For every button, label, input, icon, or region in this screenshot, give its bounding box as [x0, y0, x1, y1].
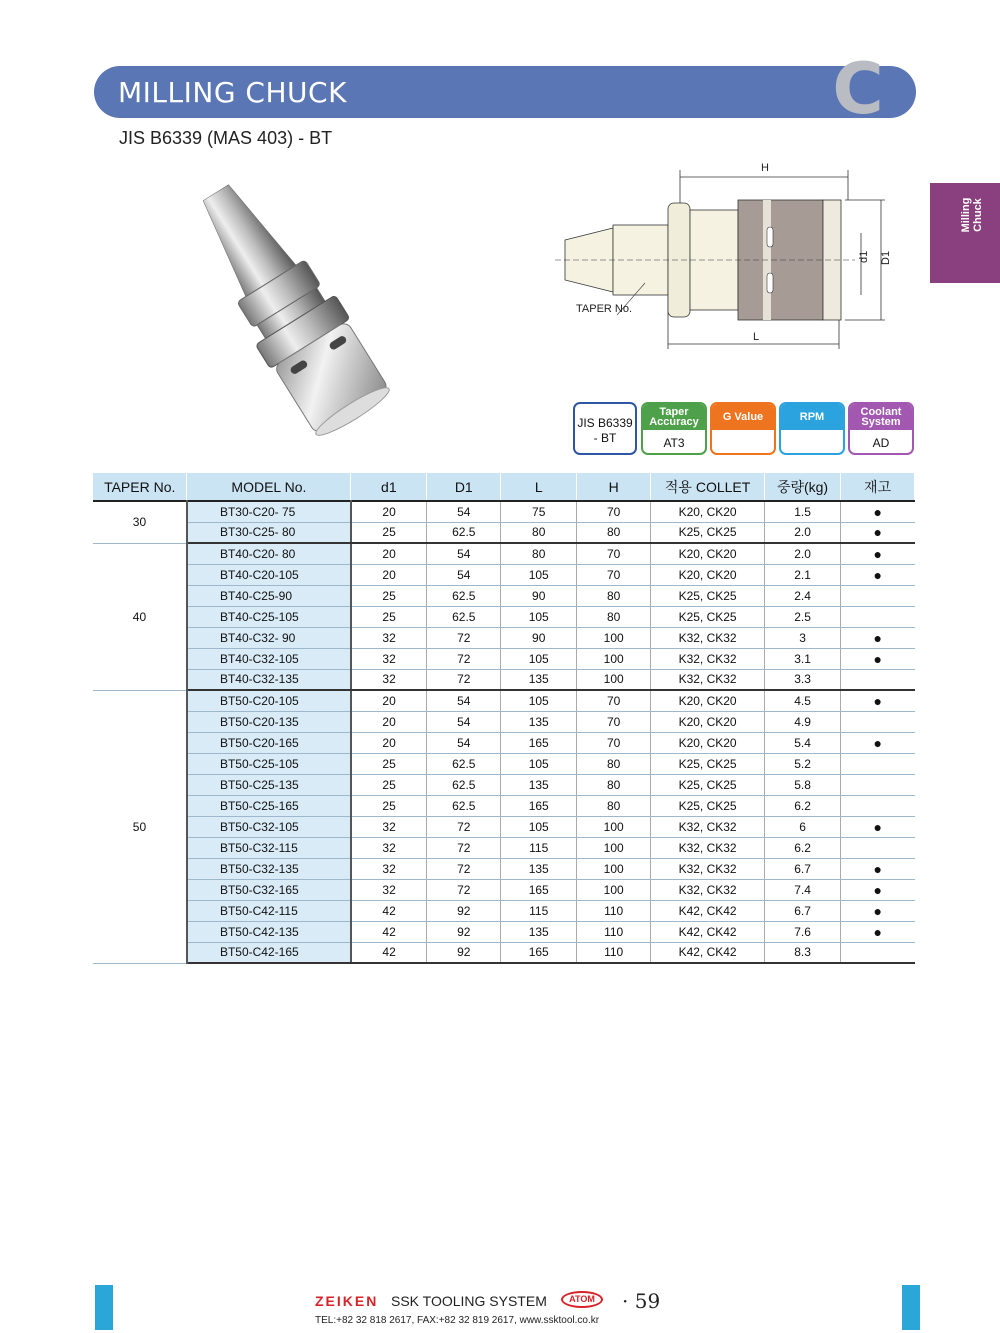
weight-cell: 2.0 [765, 522, 841, 543]
model-cell: BT40-C25-90 [187, 585, 351, 606]
taper-cell: 40 [93, 543, 187, 690]
taper-accuracy-value: AT3 [663, 435, 685, 450]
D1-cell: 62.5 [427, 606, 501, 627]
page-subtitle: JIS B6339 (MAS 403) - BT [119, 128, 333, 148]
weight-cell: 2.1 [765, 564, 841, 585]
side-tab-milling-chuck[interactable] [930, 183, 1000, 283]
table-row [93, 606, 915, 627]
stock-cell [841, 942, 915, 963]
model-cell: BT50-C20-105 [187, 690, 351, 711]
weight-cell: 1.5 [765, 501, 841, 522]
collet-cell: K20, CK20 [651, 690, 765, 711]
rpm-caption: RPM [781, 404, 843, 430]
L-cell: 75 [501, 501, 577, 522]
model-cell: BT50-C32-165 [187, 879, 351, 900]
stock-cell: ● [841, 858, 915, 879]
collet-cell: K32, CK32 [651, 837, 765, 858]
stock-cell [841, 774, 915, 795]
H-cell: 110 [577, 921, 651, 942]
H-cell: 100 [577, 879, 651, 900]
weight-cell: 4.5 [765, 690, 841, 711]
L-cell: 105 [501, 816, 577, 837]
d1-cell: 20 [351, 501, 427, 522]
d1-cell: 32 [351, 879, 427, 900]
L-cell: 165 [501, 795, 577, 816]
D1-cell: 92 [427, 942, 501, 963]
collet-cell: K25, CK25 [651, 795, 765, 816]
collet-cell: K25, CK25 [651, 774, 765, 795]
table-row [93, 522, 915, 543]
D1-cell: 62.5 [427, 753, 501, 774]
model-cell: BT30-C20- 75 [187, 501, 351, 522]
table-row [93, 732, 915, 753]
footer-left-bar [95, 1285, 113, 1330]
d1-cell: 25 [351, 753, 427, 774]
table-row [93, 627, 915, 648]
d1-cell: 20 [351, 543, 427, 564]
model-cell: BT50-C25-135 [187, 774, 351, 795]
stock-cell: ● [841, 690, 915, 711]
H-cell: 70 [577, 501, 651, 522]
stock-cell: ● [841, 732, 915, 753]
model-cell: BT50-C20-135 [187, 711, 351, 732]
d1-cell: 20 [351, 564, 427, 585]
H-cell: 100 [577, 837, 651, 858]
D1-cell: 72 [427, 837, 501, 858]
d1-cell: 32 [351, 837, 427, 858]
stock-cell [841, 711, 915, 732]
weight-cell: 2.0 [765, 543, 841, 564]
model-cell: BT50-C42-165 [187, 942, 351, 963]
col-header-weight: 중량(kg) [765, 473, 841, 501]
H-cell: 70 [577, 711, 651, 732]
collet-cell: K32, CK32 [651, 816, 765, 837]
H-cell: 100 [577, 648, 651, 669]
D1-cell: 54 [427, 564, 501, 585]
model-cell: BT40-C32- 90 [187, 627, 351, 648]
table-row [93, 543, 915, 564]
H-cell: 80 [577, 585, 651, 606]
model-cell: BT50-C42-135 [187, 921, 351, 942]
stock-cell [841, 753, 915, 774]
L-cell: 135 [501, 921, 577, 942]
collet-cell: K20, CK20 [651, 501, 765, 522]
table-header-row [93, 473, 915, 501]
stock-cell: ● [841, 879, 915, 900]
stock-cell: ● [841, 627, 915, 648]
collet-cell: K32, CK32 [651, 648, 765, 669]
table-row [93, 816, 915, 837]
side-tab-label: Milling Chuck [960, 197, 984, 233]
label-l: L [753, 331, 760, 343]
weight-cell: 6.7 [765, 900, 841, 921]
model-cell: BT50-C32-105 [187, 816, 351, 837]
d1-cell: 25 [351, 585, 427, 606]
label-taper-no: TAPER No. [576, 303, 633, 315]
stock-cell [841, 606, 915, 627]
collet-cell: K25, CK25 [651, 522, 765, 543]
stock-cell: ● [841, 522, 915, 543]
weight-cell: 4.9 [765, 711, 841, 732]
coolant-system-box [848, 402, 914, 455]
L-cell: 80 [501, 522, 577, 543]
L-cell: 135 [501, 858, 577, 879]
col-header-model: MODEL No. [187, 473, 351, 501]
H-cell: 70 [577, 564, 651, 585]
g-value-box [710, 402, 776, 455]
taper-cell: 30 [93, 501, 187, 543]
model-cell: BT40-C20-105 [187, 564, 351, 585]
weight-cell: 2.5 [765, 606, 841, 627]
H-cell: 110 [577, 942, 651, 963]
D1-cell: 72 [427, 879, 501, 900]
table-row [93, 501, 915, 522]
weight-cell: 6 [765, 816, 841, 837]
D1-cell: 92 [427, 900, 501, 921]
table-row [93, 858, 915, 879]
g-value-value [712, 430, 774, 455]
collet-cell: K42, CK42 [651, 942, 765, 963]
weight-cell: 5.2 [765, 753, 841, 774]
H-cell: 80 [577, 774, 651, 795]
spec-table-body [93, 501, 915, 963]
L-cell: 165 [501, 732, 577, 753]
table-row [93, 648, 915, 669]
d1-cell: 25 [351, 795, 427, 816]
col-header-L: L [501, 473, 577, 501]
collet-cell: K25, CK25 [651, 585, 765, 606]
collet-cell: K25, CK25 [651, 753, 765, 774]
col-header-D1: D1 [427, 473, 501, 501]
company-name: SSK TOOLING SYSTEM [391, 1293, 547, 1309]
stock-cell [841, 795, 915, 816]
D1-cell: 54 [427, 543, 501, 564]
d1-cell: 25 [351, 522, 427, 543]
D1-cell: 92 [427, 921, 501, 942]
D1-cell: 72 [427, 627, 501, 648]
L-cell: 105 [501, 648, 577, 669]
page-number: · 59 [622, 1289, 661, 1313]
page-title: MILLING CHUCK [118, 76, 347, 109]
H-cell: 80 [577, 606, 651, 627]
D1-cell: 62.5 [427, 774, 501, 795]
collet-cell: K32, CK32 [651, 879, 765, 900]
table-row [93, 774, 915, 795]
stock-cell: ● [841, 816, 915, 837]
collet-cell: K20, CK20 [651, 732, 765, 753]
D1-cell: 62.5 [427, 522, 501, 543]
stock-cell: ● [841, 648, 915, 669]
d1-cell: 25 [351, 774, 427, 795]
weight-cell: 8.3 [765, 942, 841, 963]
collet-cell: K20, CK20 [651, 564, 765, 585]
footer [95, 1285, 920, 1330]
col-header-collet: 적용 COLLET [651, 473, 765, 501]
taper-accuracy-caption: Taper Accuracy [643, 404, 705, 430]
model-cell: BT40-C32-135 [187, 669, 351, 690]
L-cell: 115 [501, 837, 577, 858]
L-cell: 105 [501, 606, 577, 627]
D1-cell: 54 [427, 711, 501, 732]
weight-cell: 3 [765, 627, 841, 648]
model-cell: BT50-C32-135 [187, 858, 351, 879]
col-header-H: H [577, 473, 651, 501]
L-cell: 90 [501, 585, 577, 606]
D1-cell: 72 [427, 858, 501, 879]
model-cell: BT30-C25- 80 [187, 522, 351, 543]
table-row [93, 795, 915, 816]
model-cell: BT50-C25-165 [187, 795, 351, 816]
L-cell: 115 [501, 900, 577, 921]
L-cell: 80 [501, 543, 577, 564]
rpm-value [781, 430, 843, 455]
L-cell: 90 [501, 627, 577, 648]
weight-cell: 2.4 [765, 585, 841, 606]
d1-cell: 20 [351, 711, 427, 732]
collet-cell: K20, CK20 [651, 543, 765, 564]
taper-accuracy-box [641, 402, 707, 455]
L-cell: 135 [501, 669, 577, 690]
stock-cell: ● [841, 543, 915, 564]
g-value-caption: G Value [712, 404, 774, 430]
dimension-drawing [555, 155, 900, 360]
label-D1: D1 [880, 250, 892, 265]
section-letter: C [832, 48, 884, 130]
weight-cell: 7.4 [765, 879, 841, 900]
collet-cell: K42, CK42 [651, 921, 765, 942]
table-row [93, 879, 915, 900]
model-cell: BT40-C32-105 [187, 648, 351, 669]
weight-cell: 5.4 [765, 732, 841, 753]
D1-cell: 54 [427, 501, 501, 522]
L-cell: 165 [501, 942, 577, 963]
weight-cell: 3.1 [765, 648, 841, 669]
H-cell: 70 [577, 543, 651, 564]
L-cell: 105 [501, 753, 577, 774]
weight-cell: 6.2 [765, 837, 841, 858]
product-photo [150, 162, 430, 442]
coolant-system-caption: Coolant System [850, 404, 912, 430]
H-cell: 100 [577, 858, 651, 879]
coolant-system-value: AD [872, 435, 890, 450]
collet-cell: K25, CK25 [651, 606, 765, 627]
D1-cell: 72 [427, 648, 501, 669]
d1-cell: 32 [351, 627, 427, 648]
stock-cell [841, 585, 915, 606]
stock-cell: ● [841, 501, 915, 522]
table-row [93, 837, 915, 858]
weight-cell: 6.2 [765, 795, 841, 816]
H-cell: 100 [577, 627, 651, 648]
col-header-taper: TAPER No. [93, 473, 187, 501]
label-h: H [761, 162, 769, 174]
model-cell: BT50-C20-165 [187, 732, 351, 753]
model-cell: BT50-C32-115 [187, 837, 351, 858]
d1-cell: 32 [351, 648, 427, 669]
H-cell: 80 [577, 522, 651, 543]
collet-cell: K20, CK20 [651, 711, 765, 732]
H-cell: 100 [577, 669, 651, 690]
d1-cell: 42 [351, 942, 427, 963]
H-cell: 70 [577, 732, 651, 753]
weight-cell: 7.6 [765, 921, 841, 942]
D1-cell: 62.5 [427, 795, 501, 816]
d1-cell: 42 [351, 900, 427, 921]
L-cell: 135 [501, 774, 577, 795]
table-row [93, 900, 915, 921]
d1-cell: 25 [351, 606, 427, 627]
taper-cell: 50 [93, 690, 187, 963]
label-d1: d1 [858, 250, 870, 263]
d1-cell: 32 [351, 816, 427, 837]
table-row [93, 690, 915, 711]
table-row [93, 753, 915, 774]
model-cell: BT50-C25-105 [187, 753, 351, 774]
stock-cell [841, 669, 915, 690]
D1-cell: 54 [427, 732, 501, 753]
spec-table [93, 473, 915, 964]
model-cell: BT40-C25-105 [187, 606, 351, 627]
H-cell: 100 [577, 816, 651, 837]
d1-cell: 42 [351, 921, 427, 942]
collet-cell: K32, CK32 [651, 858, 765, 879]
d1-cell: 32 [351, 669, 427, 690]
L-cell: 105 [501, 690, 577, 711]
col-header-stock: 재고 [841, 473, 915, 501]
L-cell: 165 [501, 879, 577, 900]
D1-cell: 72 [427, 669, 501, 690]
D1-cell: 54 [427, 690, 501, 711]
table-row [93, 942, 915, 963]
weight-cell: 6.7 [765, 858, 841, 879]
stock-cell [841, 837, 915, 858]
D1-cell: 62.5 [427, 585, 501, 606]
collet-cell: K42, CK42 [651, 900, 765, 921]
table-row [93, 585, 915, 606]
weight-cell: 3.3 [765, 669, 841, 690]
weight-cell: 5.8 [765, 774, 841, 795]
H-cell: 80 [577, 795, 651, 816]
d1-cell: 20 [351, 732, 427, 753]
col-header-d1: d1 [351, 473, 427, 501]
model-cell: BT40-C20- 80 [187, 543, 351, 564]
collet-cell: K32, CK32 [651, 669, 765, 690]
stock-cell: ● [841, 564, 915, 585]
H-cell: 70 [577, 690, 651, 711]
table-row [93, 564, 915, 585]
table-row [93, 921, 915, 942]
D1-cell: 72 [427, 816, 501, 837]
stock-cell: ● [841, 900, 915, 921]
d1-cell: 20 [351, 690, 427, 711]
L-cell: 135 [501, 711, 577, 732]
table-row [93, 669, 915, 690]
model-cell: BT50-C42-115 [187, 900, 351, 921]
rpm-box [779, 402, 845, 455]
table-row [93, 711, 915, 732]
standard-box: JIS B6339 - BT [573, 402, 637, 455]
zeiken-logo: ZEIKEN [315, 1293, 379, 1309]
H-cell: 110 [577, 900, 651, 921]
collet-cell: K32, CK32 [651, 627, 765, 648]
contact-info: TEL:+82 32 818 2617, FAX:+82 32 819 2617, www.ssktool.co.kr [315, 1315, 600, 1326]
atom-logo: ATOM [561, 1291, 603, 1308]
L-cell: 105 [501, 564, 577, 585]
d1-cell: 32 [351, 858, 427, 879]
H-cell: 80 [577, 753, 651, 774]
stock-cell: ● [841, 921, 915, 942]
footer-right-bar [902, 1285, 920, 1330]
